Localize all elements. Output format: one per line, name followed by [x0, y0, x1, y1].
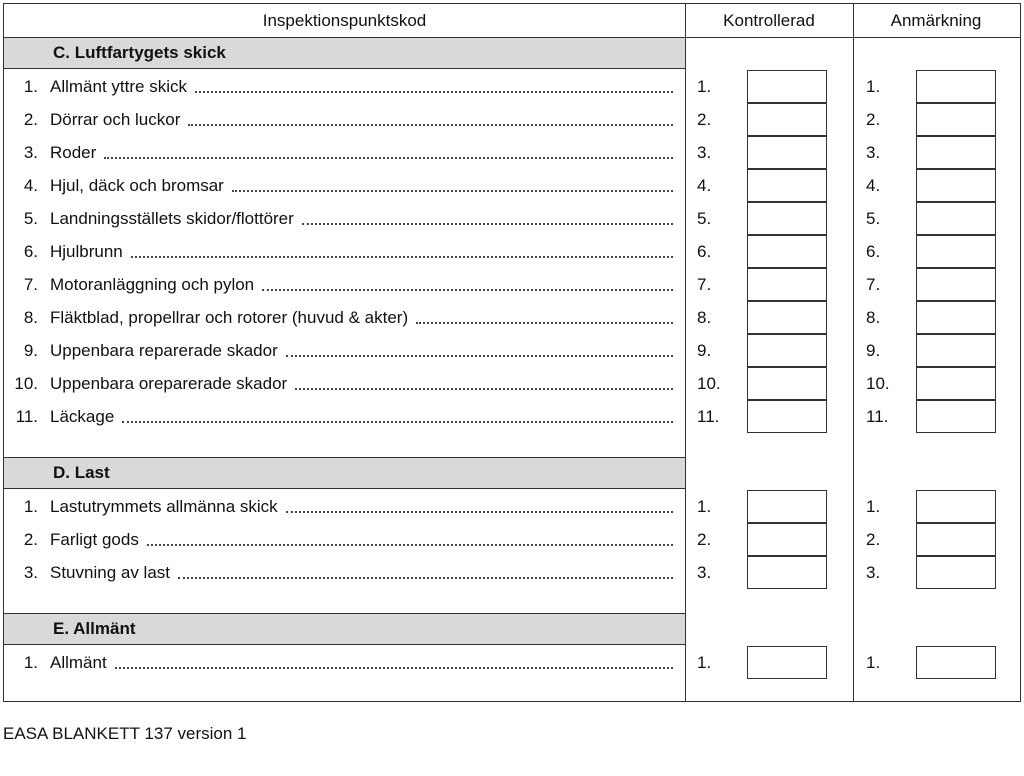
checked-number: 10. — [697, 374, 721, 393]
remark-box[interactable] — [916, 70, 996, 103]
dot-leader — [286, 355, 673, 357]
inspection-form — [3, 3, 1021, 702]
item-label: Motoranläggning och pylon — [50, 275, 255, 294]
remark-number: 11. — [866, 407, 889, 426]
checked-box[interactable] — [747, 334, 827, 367]
item-label: Allmänt — [50, 653, 107, 672]
dot-leader — [286, 511, 673, 513]
remark-number: 10. — [866, 374, 890, 393]
remark-box[interactable] — [916, 301, 996, 334]
dot-leader — [262, 289, 673, 291]
checked-box[interactable] — [747, 202, 827, 235]
checked-box[interactable] — [747, 169, 827, 202]
item-number: 11. — [15, 407, 38, 426]
remark-number: 9. — [866, 341, 881, 360]
inspection-row — [4, 136, 1019, 169]
inspection-row — [4, 367, 1019, 400]
remark-number: 1. — [866, 77, 881, 96]
checked-number: 9. — [697, 341, 712, 360]
remark-number: 7. — [866, 275, 881, 294]
item-number: 6. — [23, 242, 38, 261]
remark-box[interactable] — [916, 136, 996, 169]
checked-box[interactable] — [747, 646, 827, 679]
remark-number: 6. — [866, 242, 881, 261]
dot-leader — [295, 388, 673, 390]
checked-number: 3. — [697, 143, 712, 162]
remark-box[interactable] — [916, 202, 996, 235]
checked-box[interactable] — [747, 103, 827, 136]
dot-leader — [195, 91, 673, 93]
item-label: Läckage — [50, 407, 115, 426]
item-label: Uppenbara reparerade skador — [50, 341, 278, 360]
remark-box[interactable] — [916, 367, 996, 400]
section-header — [4, 37, 685, 69]
remark-box[interactable] — [916, 268, 996, 301]
item-number: 7. — [23, 275, 38, 294]
inspection-row — [4, 523, 1019, 556]
dot-leader — [302, 223, 673, 225]
item-label: Landningsställets skidor/flottörer — [50, 209, 294, 228]
checked-box[interactable] — [747, 490, 827, 523]
inspection-row — [4, 235, 1019, 268]
item-number: 1. — [23, 653, 38, 672]
item-label: Lastutrymmets allmänna skick — [50, 497, 278, 516]
checked-number: 2. — [697, 530, 712, 549]
dot-leader — [178, 577, 673, 579]
checked-number: 3. — [697, 563, 712, 582]
dot-leader — [115, 667, 673, 669]
item-number: 8. — [23, 308, 38, 327]
checked-box[interactable] — [747, 523, 827, 556]
header-remark: Anmärkning — [890, 11, 982, 30]
item-label: Farligt gods — [50, 530, 139, 549]
header-checked: Kontrollerad — [723, 11, 815, 30]
dot-leader — [131, 256, 673, 258]
item-number: 1. — [23, 497, 38, 516]
remark-box[interactable] — [916, 523, 996, 556]
header-code: Inspektionspunktskod — [262, 11, 427, 30]
remark-box[interactable] — [916, 334, 996, 367]
checked-number: 1. — [697, 77, 712, 96]
inspection-row — [4, 334, 1019, 367]
remark-number: 2. — [866, 110, 881, 129]
section-header — [4, 613, 685, 645]
checked-number: 7. — [697, 275, 712, 294]
dot-leader — [104, 157, 673, 159]
checked-number: 11. — [697, 407, 720, 426]
inspection-row — [4, 202, 1019, 235]
item-number: 4. — [23, 176, 38, 195]
remark-box[interactable] — [916, 556, 996, 589]
item-number: 5. — [23, 209, 38, 228]
item-number: 10. — [14, 374, 38, 393]
inspection-row — [4, 103, 1019, 136]
item-label: Allmänt yttre skick — [50, 77, 187, 96]
checked-number: 5. — [697, 209, 712, 228]
inspection-row — [4, 646, 1019, 679]
inspection-row — [4, 268, 1019, 301]
section-header — [4, 457, 685, 489]
section-title: D. Last — [53, 463, 110, 482]
remark-number: 2. — [866, 530, 881, 549]
dot-leader — [188, 124, 673, 126]
item-number: 1. — [23, 77, 38, 96]
inspection-row — [4, 490, 1019, 523]
checked-number: 1. — [697, 653, 712, 672]
checked-box[interactable] — [747, 268, 827, 301]
inspection-row — [4, 70, 1019, 103]
remark-box[interactable] — [916, 400, 996, 433]
item-label: Roder — [50, 143, 97, 162]
checked-number: 8. — [697, 308, 712, 327]
remark-box[interactable] — [916, 235, 996, 268]
remark-number: 3. — [866, 563, 881, 582]
item-label: Dörrar och luckor — [50, 110, 181, 129]
item-label: Stuvning av last — [50, 563, 171, 582]
section-title: E. Allmänt — [53, 619, 136, 638]
inspection-row — [4, 556, 1019, 589]
dot-leader — [122, 421, 673, 423]
checked-box[interactable] — [747, 367, 827, 400]
remark-number: 4. — [866, 176, 881, 195]
remark-number: 8. — [866, 308, 881, 327]
dot-leader — [232, 190, 673, 192]
form-footer: EASA BLANKETT 137 version 1 — [3, 724, 247, 743]
inspection-row — [4, 400, 1019, 433]
inspection-row — [4, 169, 1019, 202]
checked-number: 1. — [697, 497, 712, 516]
dot-leader — [147, 544, 673, 546]
checked-box[interactable] — [747, 70, 827, 103]
remark-number: 1. — [866, 497, 881, 516]
checked-box[interactable] — [747, 301, 827, 334]
item-number: 3. — [23, 143, 38, 162]
remark-number: 5. — [866, 209, 881, 228]
section-title: C. Luftfartygets skick — [53, 43, 226, 62]
item-label: Hjulbrunn — [50, 242, 123, 261]
checked-box[interactable] — [747, 235, 827, 268]
checked-box[interactable] — [747, 556, 827, 589]
item-label: Hjul, däck och bromsar — [50, 176, 224, 195]
item-label: Uppenbara oreparerade skador — [50, 374, 288, 393]
checked-box[interactable] — [747, 136, 827, 169]
remark-box[interactable] — [916, 490, 996, 523]
remark-number: 3. — [866, 143, 881, 162]
remark-box[interactable] — [916, 103, 996, 136]
checked-box[interactable] — [747, 400, 827, 433]
item-number: 9. — [23, 341, 38, 360]
item-label: Fläktblad, propellrar och rotorer (huvud & akter) — [50, 308, 409, 327]
item-number: 2. — [23, 530, 38, 549]
dot-leader — [416, 322, 673, 324]
inspection-row — [4, 301, 1019, 334]
checked-number: 4. — [697, 176, 712, 195]
item-number: 3. — [23, 563, 38, 582]
checked-number: 6. — [697, 242, 712, 261]
remark-box[interactable] — [916, 646, 996, 679]
remark-number: 1. — [866, 653, 881, 672]
remark-box[interactable] — [916, 169, 996, 202]
checked-number: 2. — [697, 110, 712, 129]
item-number: 2. — [23, 110, 38, 129]
